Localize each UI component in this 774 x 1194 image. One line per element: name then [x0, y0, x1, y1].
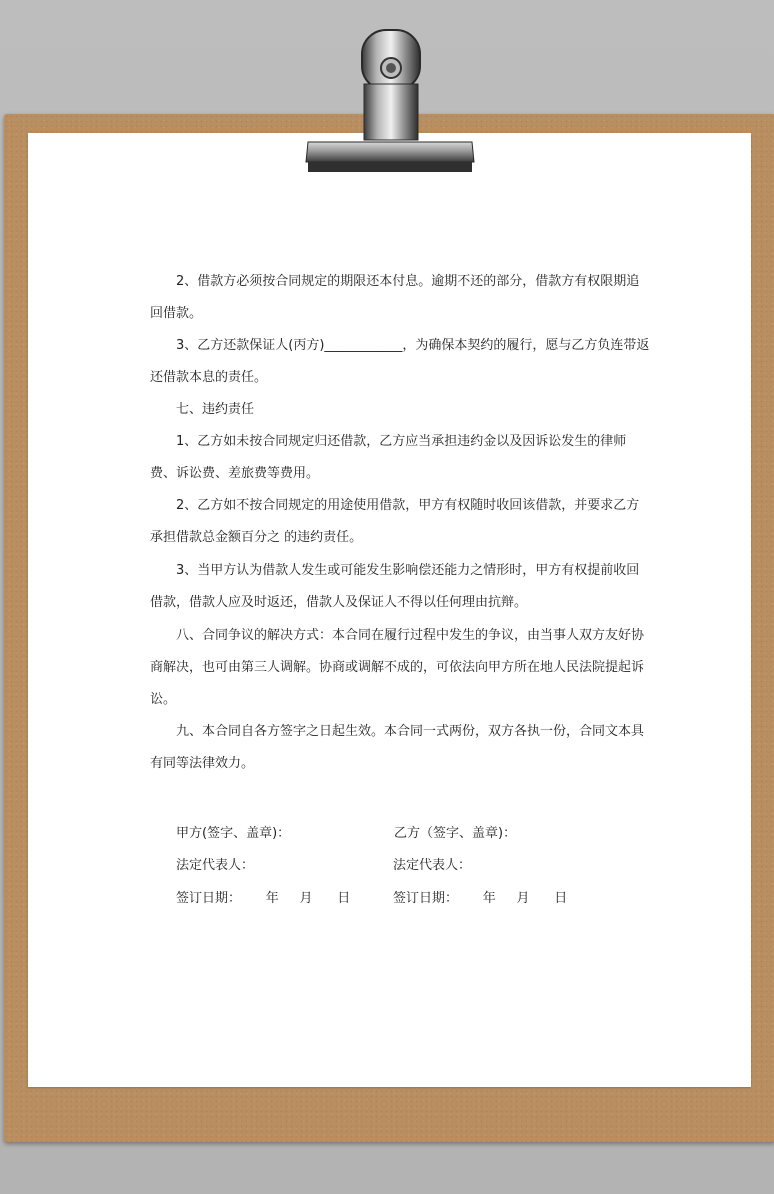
section-9-line1: 九、本合同自各方签字之日起生效。本合同一式两份，双方各执一份，合同文本具	[150, 724, 645, 739]
clause-7-1-line2: 费、诉讼费、差旅费等费用。	[150, 466, 320, 481]
clause-3-line1: 3、乙方还款保证人(丙方)____________，为确保本契约的履行，愿与乙方负连带返	[150, 338, 650, 353]
clause-2-line2: 回借款。	[150, 306, 203, 321]
clause-2-repayment	[150, 266, 640, 330]
clause-7-3-line2: 借款，借款人应及时返还，借款人及保证人不得以任何理由抗辩。	[150, 595, 528, 610]
party-b-representative-label: 法定代表人：	[393, 858, 472, 873]
clause-3-guarantor	[150, 330, 650, 394]
party-b-signature-label: 乙方（签字、盖章)：	[394, 826, 517, 841]
party-a-date-label: 签订日期： 年 月 日	[176, 891, 351, 906]
party-a-representative-label: 法定代表人：	[176, 858, 255, 873]
section-9-effect	[150, 716, 645, 780]
section-8-line1: 八、合同争议的解决方式：本合同在履行过程中发生的争议，由当事人双方友好协	[150, 628, 645, 643]
clause-3-line2: 还借款本息的责任。	[150, 370, 268, 385]
party-b-date-label: 签订日期： 年 月 日	[393, 891, 568, 906]
section-7-heading	[150, 394, 630, 426]
clause-7-1	[150, 426, 630, 490]
clause-7-2-line1: 2、乙方如不按合同规定的用途使用借款，甲方有权随时收回该借款，并要求乙方	[150, 498, 640, 513]
section-9-line2: 有同等法律效力。	[150, 756, 255, 771]
section-8-line3: 讼。	[150, 692, 177, 707]
clause-7-2	[150, 490, 640, 554]
clause-7-1-line1: 1、乙方如未按合同规定归还借款，乙方应当承担违约金以及因诉讼发生的律师	[150, 434, 627, 449]
clause-7-3-line1: 3、当甲方认为借款人发生或可能发生影响偿还能力之情形时，甲方有权提前收回	[150, 563, 640, 578]
party-a-signature-label: 甲方(签字、盖章)：	[176, 826, 291, 841]
clause-2-line1: 2、借款方必须按合同规定的期限还本付息。逾期不还的部分，借款方有权限期追	[150, 274, 640, 289]
clause-7-3	[150, 555, 640, 619]
section-8-dispute	[150, 620, 645, 716]
section-8-line2: 商解决，也可由第三人调解。协商或调解不成的，可依法向甲方所在地人民法院提起诉	[150, 660, 645, 675]
clause-7-2-line2: 承担借款总金额百分之 的违约责任。	[150, 530, 363, 545]
binder-clip-icon	[300, 24, 480, 184]
section-7-title: 七、违约责任	[150, 402, 255, 417]
